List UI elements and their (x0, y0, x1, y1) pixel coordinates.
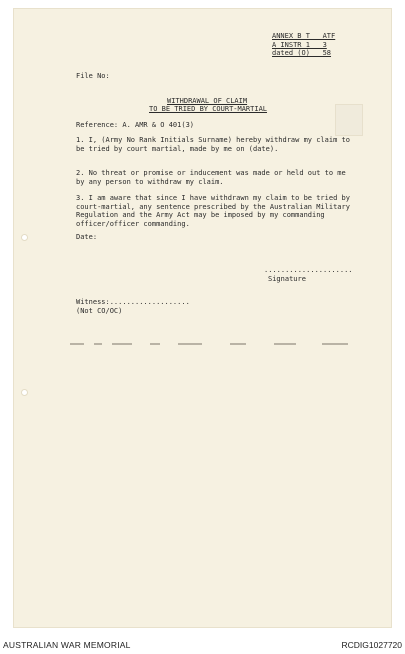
signature-line: ..................... (264, 266, 353, 274)
date-label: Date: (76, 233, 98, 241)
title-line-1: WITHDRAWAL OF CLAIM (167, 97, 248, 105)
paper-mark (335, 104, 363, 136)
witness-line: Witness:................... (76, 298, 190, 306)
archive-footer (0, 636, 405, 654)
title-line-2: TO BE TRIED BY COURT-MARTIAL (149, 105, 268, 113)
file-no-label: File No: (76, 72, 110, 80)
faint-show-through-marks (60, 343, 360, 349)
annex-line-2: A INSTR 1 3 (272, 40, 327, 49)
archive-name: AUSTRALIAN WAR MEMORIAL (3, 640, 131, 650)
witness-note: (Not CO/OC) (76, 307, 123, 315)
annex-reference-block (272, 32, 335, 58)
punch-hole (21, 234, 28, 241)
paragraph-3: 3. I am aware that since I have withdrawn my claim to be tried by court-martial, any sentence prescribed by the Australian Military Regulation and the Army Act may be imposed by my commanding officer/officer commanding. (76, 194, 350, 228)
reference-line: Reference: A. AMR & O 401(3) (76, 121, 195, 129)
archive-record-id: RCDIG1027720 (341, 640, 402, 650)
paragraph-1: 1. I, (Army No Rank Initials Surname) hereby withdraw my claim to be tried by court martial, made by me on (date). (76, 136, 350, 153)
punch-hole (21, 389, 28, 396)
paragraph-2: 2. No threat or promise or inducement was made or held out to me by any person to withdraw my claim. (76, 169, 346, 186)
signature-label: Signature (268, 275, 306, 283)
annex-line-3: dated (O) 58 (272, 49, 332, 57)
annex-line-1: ANNEX B T ATF (272, 32, 336, 40)
